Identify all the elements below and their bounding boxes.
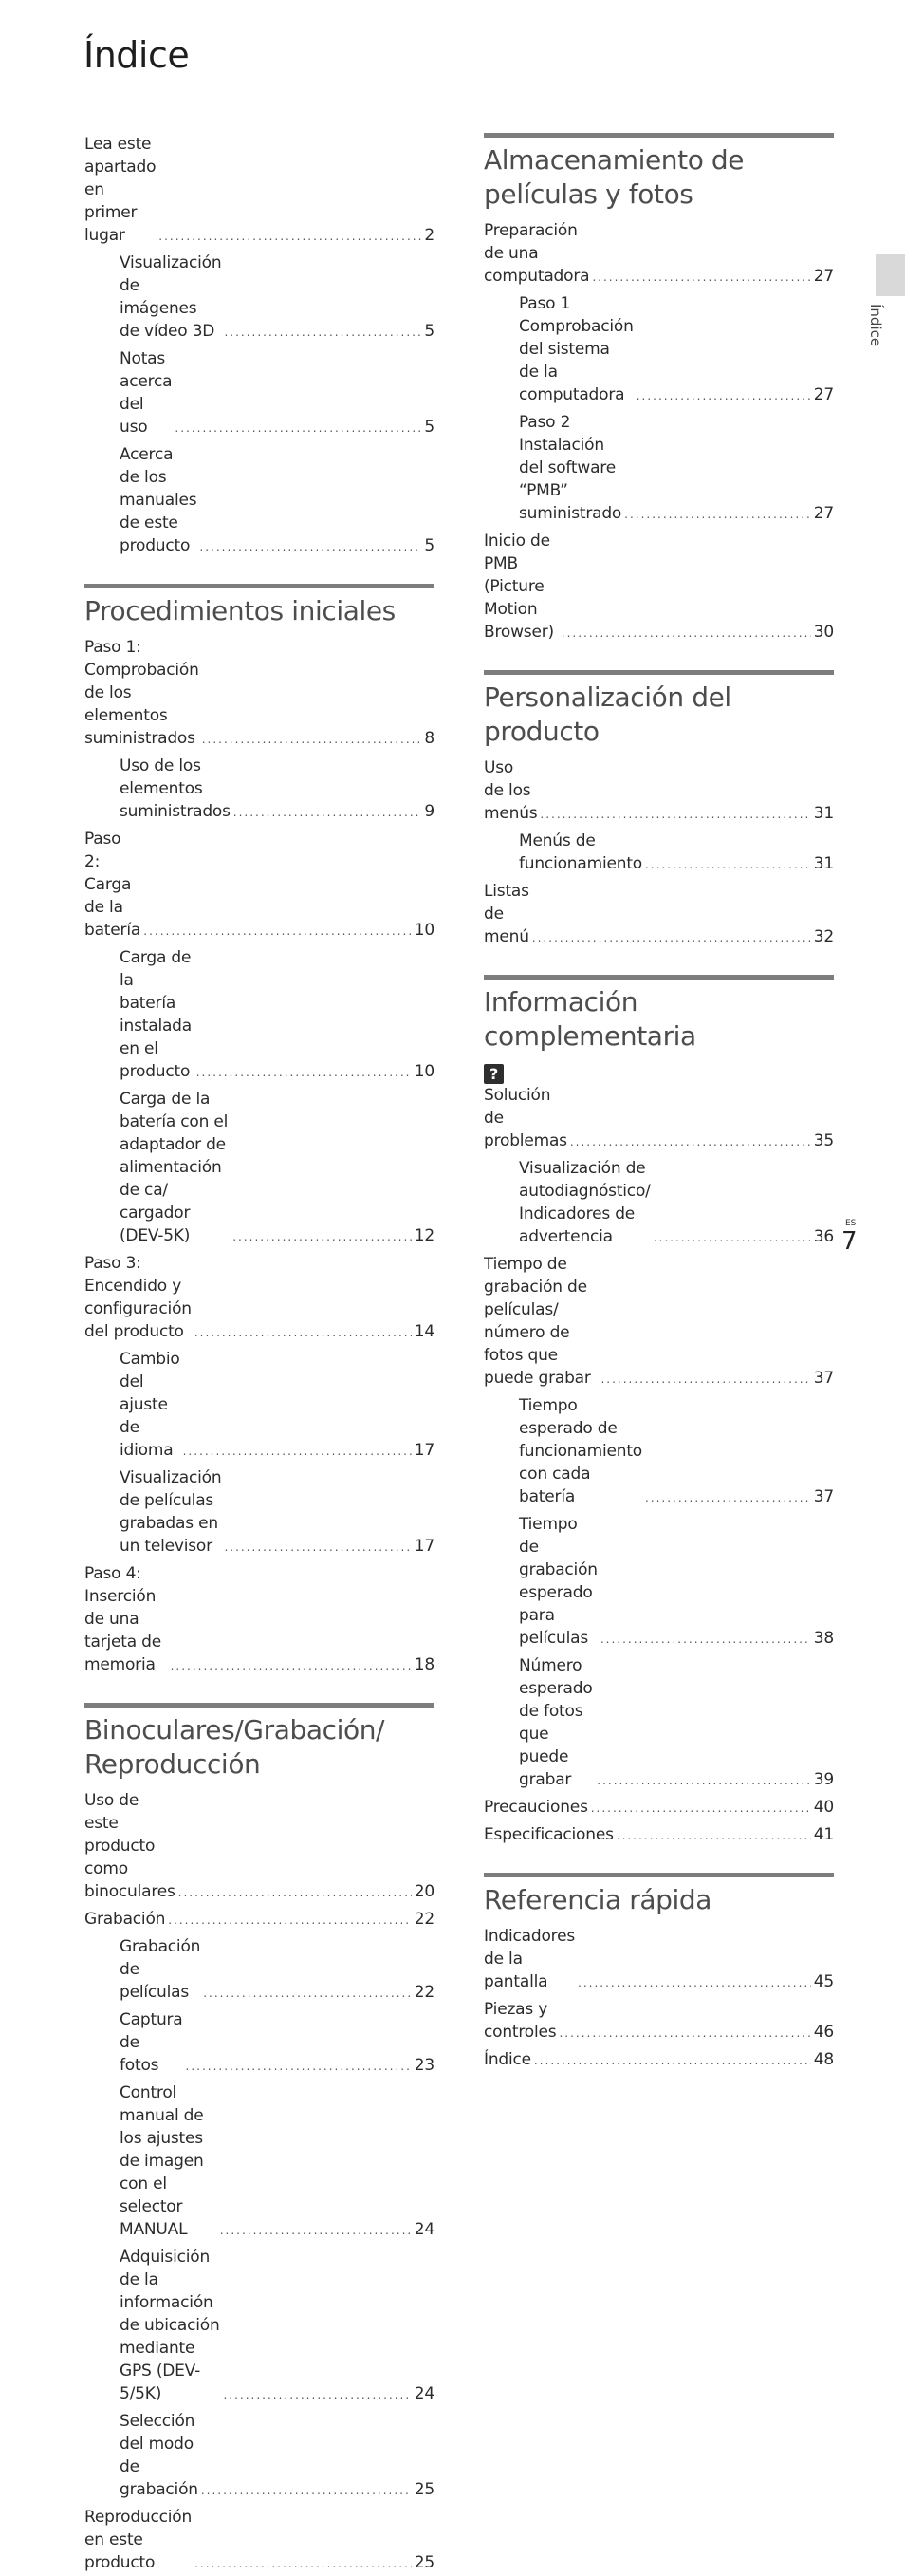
toc-entry-title: Tiempo de grabación de películas/ número de fotos que puede grabar xyxy=(484,1255,591,1388)
toc-entry[interactable] xyxy=(484,1394,834,1508)
page-number: 7 xyxy=(841,1227,858,1256)
toc-entry-title: Visualización de imágenes de vídeo 3D xyxy=(120,253,222,341)
toc-section xyxy=(84,1703,434,2574)
toc-page-number: 32 xyxy=(813,927,834,946)
right-sections xyxy=(484,133,834,2071)
section-divider xyxy=(484,670,834,675)
toc-page-number: 40 xyxy=(813,1798,834,1817)
toc-page-number: 46 xyxy=(813,2023,834,2042)
dot-leader xyxy=(194,1328,412,1337)
dot-leader xyxy=(183,1447,412,1456)
page-title: Índice xyxy=(83,34,190,76)
toc-entry-title: Paso 2: Carga de la batería xyxy=(84,830,141,940)
toc-entry[interactable] xyxy=(484,1654,834,1791)
toc-entry-title: Piezas y controles xyxy=(484,2000,557,2042)
dot-leader xyxy=(224,1542,411,1552)
dot-leader xyxy=(186,2062,412,2071)
toc-entry[interactable] xyxy=(84,1252,434,1343)
toc-entry[interactable] xyxy=(84,2410,434,2501)
dot-leader xyxy=(591,1803,811,1813)
left-sections xyxy=(84,584,434,2574)
toc-section xyxy=(484,975,834,1846)
toc-page-number: 10 xyxy=(414,1062,434,1081)
language-code: ES xyxy=(845,1219,857,1228)
dot-leader xyxy=(194,2559,412,2568)
toc-entry-title: Lea este apartado en primer lugar xyxy=(84,135,157,245)
dot-leader xyxy=(540,810,810,819)
section-heading: Procedimientos iniciales xyxy=(84,595,396,626)
section-divider xyxy=(484,1873,834,1877)
toc-section xyxy=(484,670,834,948)
toc-entry-title: Carga de la batería con el adaptador de alimentación de ca/ cargador (DEV-5K) xyxy=(120,1090,229,1245)
dot-leader xyxy=(202,735,422,744)
dot-leader xyxy=(637,391,811,401)
toc-entry[interactable] xyxy=(84,946,434,1083)
toc-entry[interactable] xyxy=(484,530,834,644)
dot-leader xyxy=(220,2226,412,2235)
toc-entry-title: Tiempo esperado de funcionamiento con cada batería xyxy=(519,1396,642,1506)
toc-entry[interactable] xyxy=(484,411,834,525)
toc-page-number: 25 xyxy=(414,2553,434,2572)
toc-entry-title: Reproducción en este producto xyxy=(84,2508,193,2572)
dot-leader xyxy=(600,1634,811,1644)
toc-entry-title: Menús de funcionamiento xyxy=(519,831,642,873)
dot-leader xyxy=(168,1915,412,1925)
dot-leader xyxy=(654,1233,811,1242)
toc-section xyxy=(484,1873,834,2071)
dot-leader xyxy=(597,1776,810,1785)
toc-entry-title: Tiempo de grabación esperado para películas xyxy=(519,1515,598,1648)
toc-entry-title: Notas acerca del uso xyxy=(120,349,173,437)
toc-page-number: 2 xyxy=(424,226,434,245)
toc-entry-title: Cambio del ajuste de idioma xyxy=(120,1350,180,1460)
dot-leader xyxy=(223,2390,411,2399)
dot-leader xyxy=(171,1661,412,1671)
toc-entry-title: Grabación xyxy=(84,1910,166,1929)
toc-entry-title: Uso de los menús xyxy=(484,758,538,823)
dot-leader xyxy=(645,1493,811,1503)
section-tab-marker xyxy=(876,254,905,296)
toc-entry[interactable] xyxy=(84,2081,434,2241)
toc-page-number: 36 xyxy=(813,1227,834,1246)
section-divider xyxy=(484,133,834,138)
toc-section xyxy=(484,133,834,644)
toc-entry-title: Selección del modo de grabación xyxy=(120,2412,198,2499)
dot-leader xyxy=(143,926,412,936)
toc-entry[interactable] xyxy=(84,347,434,439)
dot-leader xyxy=(199,542,421,551)
toc-entry-title: Indicadores de la pantalla xyxy=(484,1927,575,1991)
side-index-label: Índice xyxy=(867,304,884,347)
toc-page-number: 38 xyxy=(813,1629,834,1648)
toc-entry[interactable] xyxy=(484,1823,834,1846)
toc-entry-title: Captura de fotos xyxy=(120,2010,183,2075)
toc-page-number: 37 xyxy=(813,1487,834,1506)
toc-page-number: 39 xyxy=(813,1770,834,1789)
toc-entry-title: Acerca de los manuales de este producto xyxy=(120,445,197,555)
dot-leader xyxy=(175,423,421,433)
toc-entry-title xyxy=(484,1061,567,1152)
toc-entry-title: Carga de la batería instalada en el producto xyxy=(120,948,192,1081)
toc-entry[interactable] xyxy=(84,1562,434,1676)
dot-leader xyxy=(178,1888,412,1897)
toc-entry[interactable] xyxy=(84,1935,434,2004)
dot-leader xyxy=(592,272,810,282)
toc-entry[interactable] xyxy=(84,252,434,343)
left-column xyxy=(84,133,434,2576)
toc-page-number: 14 xyxy=(414,1322,434,1341)
dot-leader xyxy=(201,2486,412,2495)
dot-leader xyxy=(559,2028,810,2038)
section-heading: Binoculares/Grabación/ Reproducción xyxy=(84,1714,385,1780)
toc-page-number: 5 xyxy=(424,536,434,555)
toc-entry-title: Precauciones xyxy=(484,1798,588,1817)
toc-page-number: 27 xyxy=(813,385,834,404)
dot-leader xyxy=(196,1068,412,1077)
dot-leader xyxy=(203,1988,412,1998)
toc-entry[interactable] xyxy=(84,2246,434,2405)
toc-page-number: 25 xyxy=(414,2480,434,2499)
toc-entry-title: Grabación de películas xyxy=(120,1937,201,2002)
section-heading: Personalización del producto xyxy=(484,681,731,747)
section-divider xyxy=(84,584,434,588)
dot-leader xyxy=(570,1137,811,1147)
dot-leader xyxy=(534,2056,811,2065)
dot-leader xyxy=(224,327,421,337)
toc-page-number: 35 xyxy=(813,1131,834,1150)
dot-leader xyxy=(532,933,811,943)
toc-page-number: 5 xyxy=(424,322,434,341)
toc-entry[interactable] xyxy=(84,1088,434,1247)
dot-leader xyxy=(617,1831,811,1840)
toc-page-number: 20 xyxy=(414,1882,434,1901)
toc-page-number: 45 xyxy=(813,1972,834,1991)
dot-leader xyxy=(233,808,422,817)
toc-entry[interactable] xyxy=(484,1796,834,1819)
toc-page-number: 27 xyxy=(813,504,834,523)
toc-page-number: 30 xyxy=(813,623,834,642)
toc-page-number: 48 xyxy=(813,2050,834,2069)
toc-page-number: 8 xyxy=(424,729,434,748)
toc-page-number: 31 xyxy=(813,854,834,873)
toc-entry-title: Paso 4: Inserción de una tarjeta de memoria xyxy=(84,1564,161,1674)
toc-page-number: 17 xyxy=(414,1441,434,1460)
toc-entry[interactable] xyxy=(84,1908,434,1931)
toc-entry[interactable] xyxy=(84,636,434,750)
toc-entry[interactable] xyxy=(84,1348,434,1462)
toc-page-number: 10 xyxy=(414,921,434,940)
toc-page-number: 18 xyxy=(414,1655,434,1674)
toc-entry-text: Solución de problemas xyxy=(484,1086,567,1150)
dot-leader xyxy=(600,1374,810,1384)
toc-entry[interactable] xyxy=(84,443,434,557)
section-heading: Referencia rápida xyxy=(484,1884,711,1915)
toc-entry-title: Inicio de PMB (Picture Motion Browser) xyxy=(484,532,554,642)
toc-entry[interactable] xyxy=(484,1925,834,1993)
toc-entry[interactable] xyxy=(484,830,834,875)
toc-entry-title: Preparación de una computadora xyxy=(484,221,590,286)
toc-entry[interactable] xyxy=(484,1513,834,1650)
dot-leader xyxy=(578,1978,811,1988)
section-divider xyxy=(484,975,834,980)
toc-entry[interactable] xyxy=(484,219,834,288)
toc-page-number: 22 xyxy=(414,1983,434,2002)
toc-page-number: 24 xyxy=(414,2220,434,2239)
toc-page-number: 17 xyxy=(414,1537,434,1556)
dot-leader xyxy=(624,510,811,519)
toc-entry[interactable] xyxy=(84,828,434,942)
toc-entry[interactable] xyxy=(84,1789,434,1903)
right-column xyxy=(484,133,834,2076)
toc-page-number: 23 xyxy=(414,2056,434,2075)
toc-entry-title: Paso 2 Instalación del software “PMB” suministrado xyxy=(519,413,622,523)
toc-page-number: 24 xyxy=(414,2384,434,2403)
toc-entry[interactable] xyxy=(484,2048,834,2071)
toc-entry-title: Paso 1: Comprobación de los elementos suministrados xyxy=(84,638,199,748)
toc-entry[interactable] xyxy=(84,133,434,247)
help-question-icon: ? xyxy=(484,1064,504,1084)
toc-entry-title: Control manual de los ajustes de imagen con el selector MANUAL xyxy=(120,2083,204,2239)
dot-leader xyxy=(562,628,811,638)
toc-section xyxy=(84,584,434,1676)
toc-entry-title: Paso 1 Comprobación del sistema de la computadora xyxy=(519,294,634,404)
toc-intro xyxy=(84,133,434,557)
section-divider xyxy=(84,1703,434,1708)
toc-page-number: 37 xyxy=(813,1369,834,1388)
toc-entry[interactable] xyxy=(484,880,834,948)
toc-entry-title: Uso de los elementos suministrados xyxy=(120,756,231,821)
toc-entry-title: Índice xyxy=(484,2050,531,2069)
toc-page-number: 5 xyxy=(424,418,434,437)
toc-entry-title: Número esperado de fotos que puede grabar xyxy=(519,1656,593,1789)
dot-leader xyxy=(645,860,811,869)
toc-page-number: 9 xyxy=(424,802,434,821)
toc-entry[interactable] xyxy=(84,2506,434,2574)
toc-entry[interactable] xyxy=(484,1253,834,1390)
toc-entry[interactable] xyxy=(484,1061,834,1152)
toc-entry[interactable] xyxy=(84,2008,434,2077)
toc-entry-title: Uso de este producto como binoculares xyxy=(84,1791,175,1901)
dot-leader xyxy=(232,1232,412,1241)
toc-entry[interactable] xyxy=(84,755,434,823)
toc-entry[interactable] xyxy=(484,1157,834,1248)
toc-entry[interactable] xyxy=(84,1466,434,1558)
toc-entry[interactable] xyxy=(484,1998,834,2044)
toc-entry-title: Listas de menú xyxy=(484,882,529,946)
toc-page-number: 41 xyxy=(813,1825,834,1844)
toc-entry[interactable] xyxy=(484,292,834,406)
toc-entry-title: Paso 3: Encendido y configuración del producto xyxy=(84,1254,192,1341)
section-heading: Almacenamiento de películas y fotos xyxy=(484,144,745,210)
toc-page-number: 12 xyxy=(414,1226,434,1245)
dot-leader xyxy=(158,232,421,241)
toc-entry-title: Visualización de películas grabadas en un televisor xyxy=(120,1468,222,1556)
toc-entry-title: Adquisición de la información de ubicación mediante GPS (DEV-5/5K) xyxy=(120,2248,220,2403)
section-heading: Información complementaria xyxy=(484,986,696,1052)
toc-entry-title: Especificaciones xyxy=(484,1825,614,1844)
toc-entry[interactable] xyxy=(484,756,834,825)
toc-page-number: 22 xyxy=(414,1910,434,1929)
toc-entry-title: Visualización de autodiagnóstico/ Indicadores de advertencia xyxy=(519,1159,651,1246)
toc-page-number: 27 xyxy=(813,267,834,286)
toc-page-number: 31 xyxy=(813,804,834,823)
